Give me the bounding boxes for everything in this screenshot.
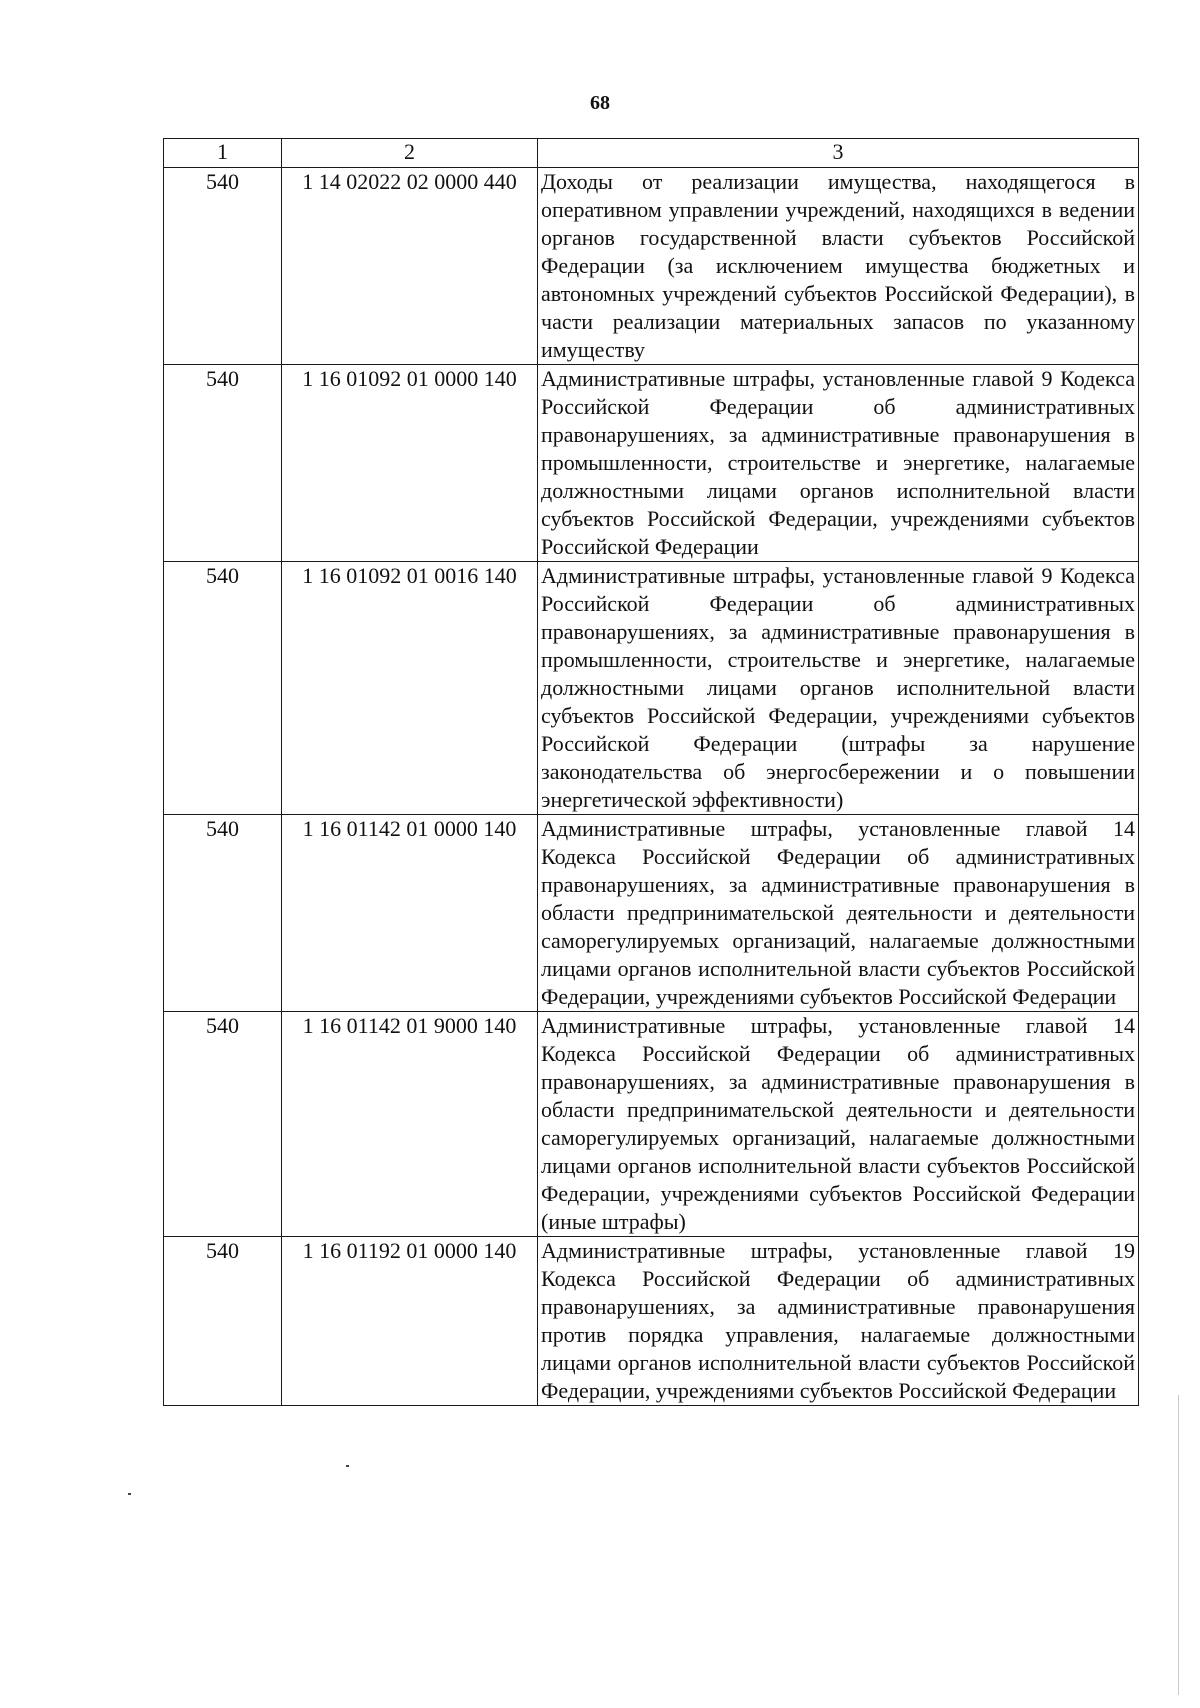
scan-edge-mark bbox=[1178, 1395, 1179, 1695]
description-cell: Административные штрафы, установленные главой 14 Кодекса Российской Федерации об административных правонарушениях, за административные правонарушения в области предпринимательской деятельности и деятельности саморегулируемых организаций, налагаемые должностными лицами органов исполнительной власти субъектов Российской Федерации, учреждениями субъектов Российской Федерации (иные штрафы) bbox=[538, 1012, 1139, 1237]
table-row bbox=[164, 365, 1139, 562]
table-row bbox=[164, 815, 1139, 1012]
admin-code-cell: 540 bbox=[164, 1012, 282, 1237]
revenue-codes-table bbox=[163, 138, 1139, 1406]
description-cell: Административные штрафы, установленные главой 14 Кодекса Российской Федерации об административных правонарушениях, за административные правонарушения в области предпринимательской деятельности и деятельности саморегулируемых организаций, налагаемые должностными лицами органов исполнительной власти субъектов Российской Федерации, учреждениями субъектов Российской Федерации bbox=[538, 815, 1139, 1012]
budget-code-cell: 1 16 01142 01 9000 140 bbox=[282, 1012, 538, 1237]
budget-code-cell: 1 16 01092 01 0016 140 bbox=[282, 562, 538, 815]
table-row bbox=[164, 562, 1139, 815]
column-header-2: 2 bbox=[282, 139, 538, 168]
description-cell: Административные штрафы, установленные главой 9 Кодекса Российской Федерации об административных правонарушениях, за административные правонарушения в промышленности, строительстве и энергетике, налагаемые должностными лицами органов исполнительной власти субъектов Российской Федерации, учреждениями субъектов Российской Федерации (штрафы за нарушение законодательства об энергосбережении и о повышении энергетической эффективности) bbox=[538, 562, 1139, 815]
description-cell: Административные штрафы, установленные главой 19 Кодекса Российской Федерации об административных правонарушениях, за административные правонарушения против порядка управления, налагаемые должностными лицами органов исполнительной власти субъектов Российской Федерации, учреждениями субъектов Российской Федерации bbox=[538, 1237, 1139, 1406]
scan-speck bbox=[346, 1465, 349, 1467]
admin-code-cell: 540 bbox=[164, 168, 282, 365]
budget-code-cell: 1 16 01092 01 0000 140 bbox=[282, 365, 538, 562]
budget-code-cell: 1 16 01142 01 0000 140 bbox=[282, 815, 538, 1012]
column-header-3: 3 bbox=[538, 139, 1139, 168]
table-row bbox=[164, 168, 1139, 365]
table-row bbox=[164, 1237, 1139, 1406]
admin-code-cell: 540 bbox=[164, 562, 282, 815]
admin-code-cell: 540 bbox=[164, 365, 282, 562]
description-cell: Доходы от реализации имущества, находящегося в оперативном управлении учреждений, находящихся в ведении органов государственной власти субъектов Российской Федерации (за исключением имущества бюджетных и автономных учреждений субъектов Российской Федерации), в части реализации материальных запасов по указанному имуществу bbox=[538, 168, 1139, 365]
table-header-row bbox=[164, 139, 1139, 168]
table-row bbox=[164, 1012, 1139, 1237]
column-header-1: 1 bbox=[164, 139, 282, 168]
budget-code-cell: 1 16 01192 01 0000 140 bbox=[282, 1237, 538, 1406]
description-cell: Административные штрафы, установленные главой 9 Кодекса Российской Федерации об административных правонарушениях, за административные правонарушения в промышленности, строительстве и энергетике, налагаемые должностными лицами органов исполнительной власти субъектов Российской Федерации, учреждениями субъектов Российской Федерации bbox=[538, 365, 1139, 562]
admin-code-cell: 540 bbox=[164, 815, 282, 1012]
budget-code-cell: 1 14 02022 02 0000 440 bbox=[282, 168, 538, 365]
admin-code-cell: 540 bbox=[164, 1237, 282, 1406]
scan-speck bbox=[128, 1493, 131, 1495]
page-number: 68 bbox=[590, 92, 610, 114]
